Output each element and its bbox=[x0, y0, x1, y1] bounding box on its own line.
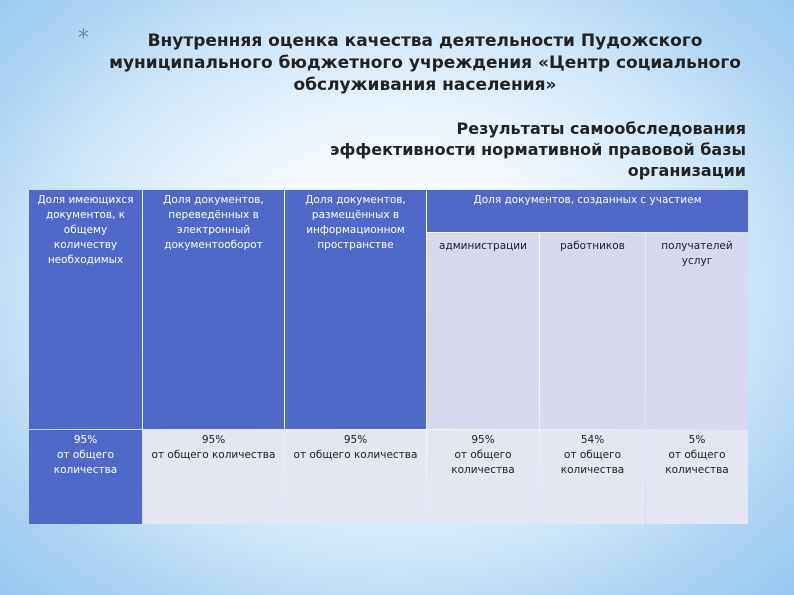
slide-title: Внутренняя оценка качества деятельности Пудожского муниципального бюджетного учреждения «Центр социального обслуживания населения» bbox=[109, 31, 741, 95]
value-text: от общего количества bbox=[293, 449, 418, 461]
header-cell-workers bbox=[540, 233, 645, 429]
header-cell-published-docs bbox=[285, 190, 426, 429]
value-percent: 54% bbox=[580, 434, 605, 446]
value-text: количества bbox=[451, 464, 515, 476]
header-text-recipients: получателей услуг bbox=[661, 240, 733, 267]
value-text: количества bbox=[560, 464, 625, 476]
value-text: от общего bbox=[668, 449, 726, 461]
header-cell-electronic-docs bbox=[143, 190, 284, 429]
header-text-electronic-docs: Доля документов, переведённых в электронный документооборот bbox=[163, 194, 264, 251]
value-text: количества bbox=[665, 464, 729, 476]
header-cell-administration bbox=[427, 233, 539, 429]
header-cell-recipients bbox=[646, 233, 748, 429]
header-text-administration: администрации bbox=[439, 240, 527, 252]
value-cell-published-docs bbox=[285, 430, 426, 524]
value-cell-electronic-docs bbox=[143, 430, 284, 524]
value-text: от общего bbox=[454, 449, 512, 461]
header-text-workers: работников bbox=[560, 240, 625, 252]
value-cell-administration bbox=[427, 430, 539, 524]
value-text: от общего количества bbox=[151, 449, 276, 461]
value-percent: 95% bbox=[201, 434, 226, 446]
header-cell-created-with bbox=[427, 190, 748, 232]
slide-subtitle: Результаты самообследования эффективности нормативной правовой базы организации bbox=[329, 119, 746, 180]
header-text-created-with: Доля документов, созданных с участием bbox=[473, 194, 702, 206]
value-text: от общего bbox=[563, 449, 622, 461]
bullet-star: * bbox=[78, 26, 89, 51]
value-cell-recipients bbox=[646, 430, 748, 524]
value-text: количества bbox=[53, 464, 118, 476]
value-percent: 95% bbox=[471, 434, 495, 446]
header-cell-available-docs bbox=[29, 190, 142, 429]
value-cell-workers bbox=[540, 430, 645, 524]
header-text-available-docs: Доля имеющихся документов, к общему количеству необходимых bbox=[37, 194, 134, 266]
value-percent: 5% bbox=[688, 434, 706, 446]
value-percent: 95% bbox=[73, 434, 98, 446]
value-percent: 95% bbox=[343, 434, 368, 446]
value-text: от общего bbox=[56, 449, 115, 461]
header-text-published-docs: Доля документов, размещённых в информационном пространстве bbox=[305, 194, 406, 251]
value-cell-available-docs bbox=[29, 430, 142, 524]
